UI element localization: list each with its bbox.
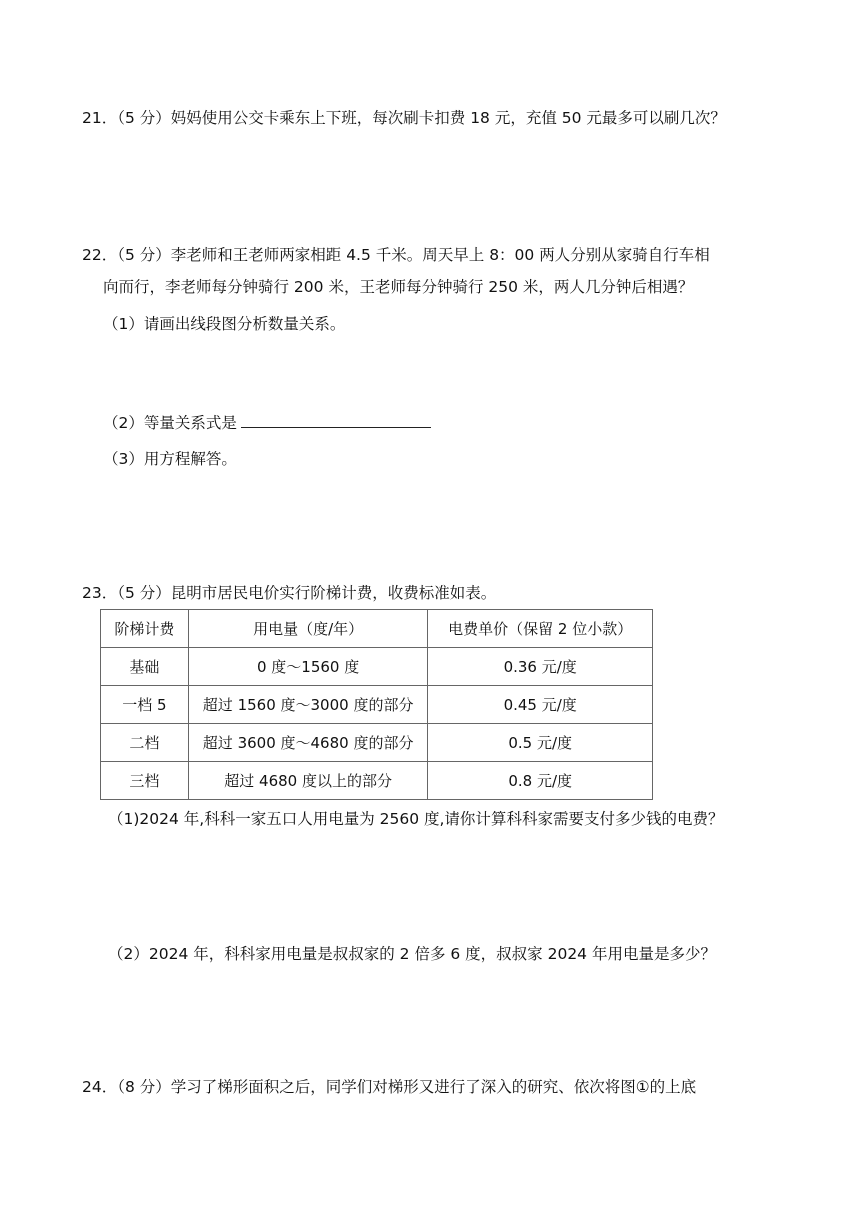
table-header-row [101, 610, 653, 648]
cell-price: 0.8 元/度 [428, 762, 653, 800]
question-22-line1: 22．（5 分）李老师和王老师两家相距 4.5 千米。周天早上 8：00 两人分别从家骑自行车相 [82, 246, 710, 264]
cell-tier: 基础 [101, 648, 189, 686]
question-23: 23．（5 分）昆明市居民电价实行阶梯计费，收费标准如表。 [82, 584, 497, 602]
question-22-line2: 向而行，李老师每分钟骑行 200 米，王老师每分钟骑行 250 米，两人几分钟后相遇？ [103, 278, 694, 296]
cell-price: 0.36 元/度 [428, 648, 653, 686]
cell-usage: 超过 4680 度以上的部分 [188, 762, 428, 800]
cell-tier: 一档 5 [101, 686, 189, 724]
question-24: 24．（8 分）学习了梯形面积之后，同学们对梯形又进行了深入的研究、依次将图①的上底 [82, 1078, 697, 1096]
cell-usage: 超过 1560 度～3000 度的部分 [188, 686, 428, 724]
table-row [101, 686, 653, 724]
header-tier: 阶梯计费 [101, 610, 189, 648]
question-23-sub1: （1)2024 年,科科一家五口人用电量为 2560 度,请你计算科科家需要支付多少钱的电费？ [108, 810, 724, 828]
table-row [101, 724, 653, 762]
question-22-sub2 [103, 412, 431, 434]
header-usage: 用电量（度/年） [188, 610, 428, 648]
cell-tier: 二档 [101, 724, 189, 762]
cell-tier: 三档 [101, 762, 189, 800]
cell-price: 0.5 元/度 [428, 724, 653, 762]
table-row [101, 762, 653, 800]
question-23-sub2: （2）2024 年，科科家用电量是叔叔家的 2 倍多 6 度，叔叔家 2024 年用电量是多少？ [108, 945, 716, 963]
answer-blank [241, 413, 431, 428]
cell-usage: 超过 3600 度～4680 度的部分 [188, 724, 428, 762]
table-row [101, 648, 653, 686]
header-price: 电费单价（保留 2 位小款） [428, 610, 653, 648]
question-22-sub1: （1）请画出线段图分析数量关系。 [103, 315, 346, 333]
question-22-sub3: （3）用方程解答。 [103, 450, 237, 468]
cell-price: 0.45 元/度 [428, 686, 653, 724]
question-22-sub2-text: （2）等量关系式是 [103, 414, 237, 432]
tariff-table [100, 609, 653, 800]
cell-usage: 0 度～1560 度 [188, 648, 428, 686]
question-21: 21．（5 分）妈妈使用公交卡乘东上下班，每次刷卡扣费 18 元，充值 50 元最多可以刷几次？ [82, 109, 726, 127]
